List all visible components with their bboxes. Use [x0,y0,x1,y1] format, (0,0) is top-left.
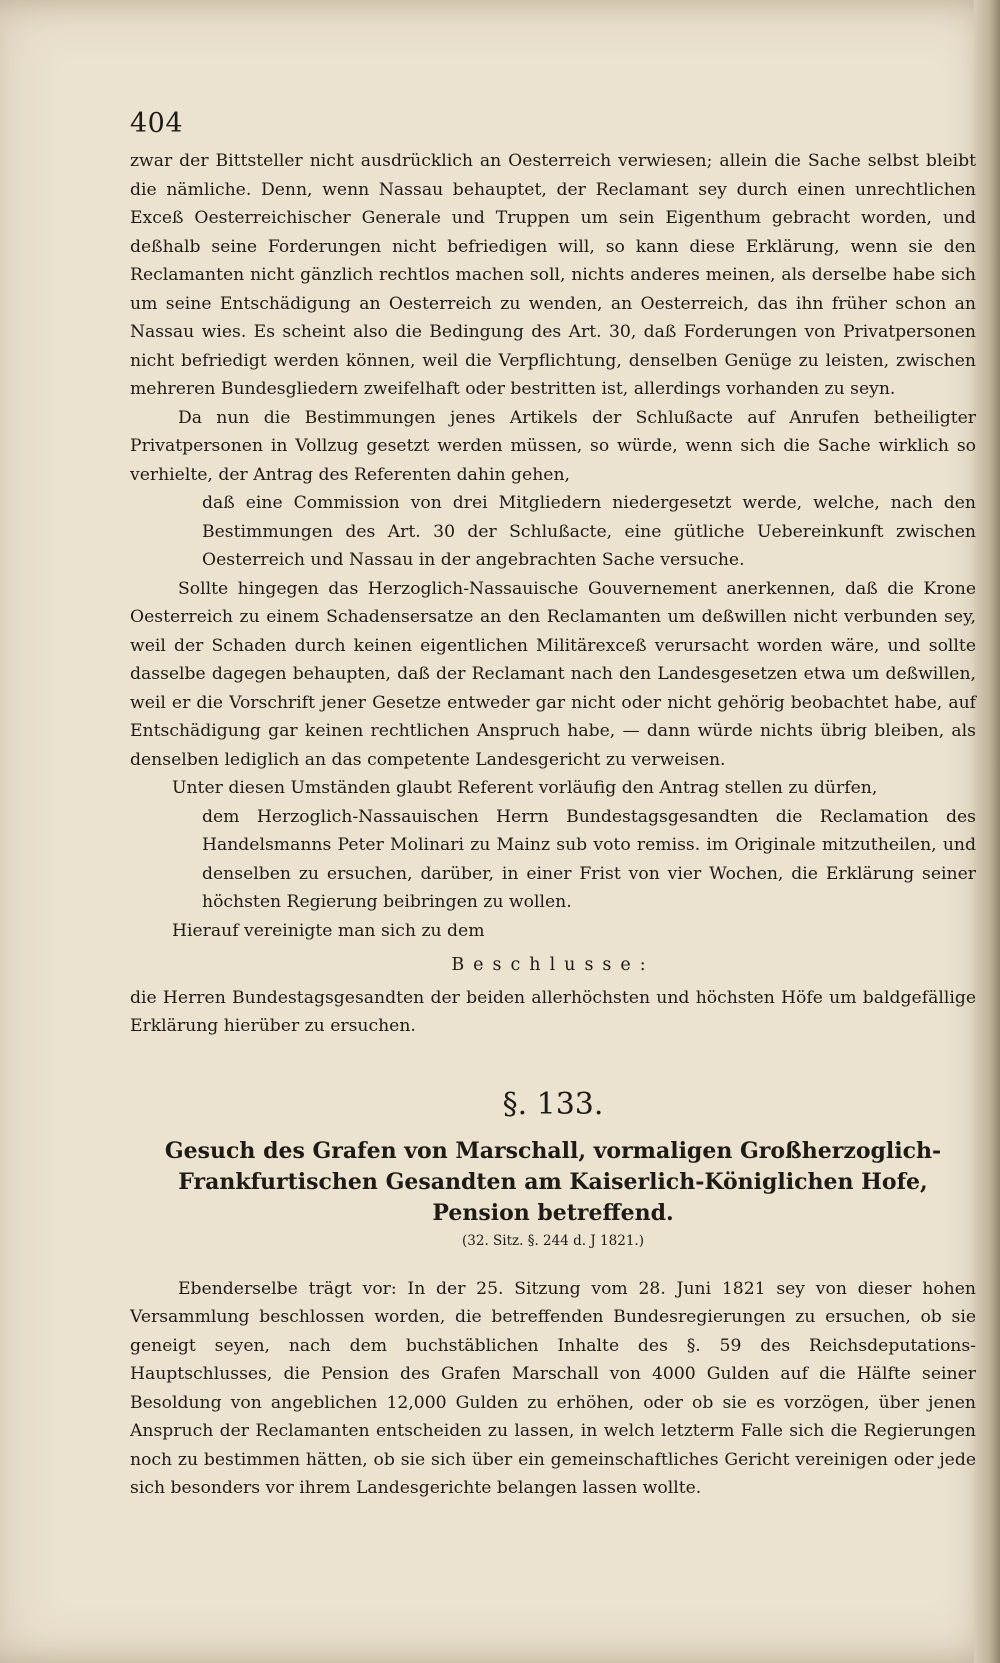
paragraph: Sollte hingegen das Herzoglich-Nassauische Gouvernement anerkennen, daß die Krone Oesterreich zu einem Schadensersatze an den Reclamanten um deßwillen nicht verbunden sey, weil der Schaden durch keinen eigentlichen Militärexceß verursacht worden wäre, und sollte dasselbe dagegen behaupten, daß der Reclamant nach den Landesgesetzen etwa um deßwillen, weil er die Vorschrift jener Gesetze entweder gar nicht oder nicht gehörig beobachtet habe, auf Entschädigung gar keinen rechtlichen Anspruch habe, — dann würde nichts übrig bleiben, als denselben lediglich an das competente Landesgericht zu verweisen. [130,578,976,770]
section-number: §. 133. [502,1086,604,1122]
section-title: Gesuch des Grafen von Marschall, vormaligen Großherzoglich-Frankfurtischen Gesandten am Kaiserlich-Königlichen Hofe, Pension betreffend. [164,1137,942,1226]
paragraph: zwar der Bittsteller nicht ausdrücklich an Oesterreich verwiesen; allein die Sache selbst bleibt die nämliche. Denn, wenn Nassau behauptet, der Reclamant sey durch einen unrechtlichen Exceß Oesterreichischer Generale und Truppen um sein Eigenthum gebracht worden, und deßhalb seine Forderungen nicht befriedigen will, so kann diese Erklärung, wenn sie den Reclamanten nicht gänzlich rechtlos machen soll, nichts anderes meinen, als derselbe habe sich um seine Entschädigung an Oesterreich zu wenden, an Oesterreich, das ihn früher schon an Nassau wies. Es scheint also die Bedingung des Art. 30, daß Forderungen von Privatpersonen nicht befriedigt werden können, weil die Verpflichtung, denselben Genüge zu leisten, zwischen mehreren Bundesgliedern zweifelhaft oder bestritten ist, allerdings vorhanden zu seyn. [130,151,976,399]
paragraph: Da nun die Bestimmungen jenes Artikels der Schlußacte auf Anrufen betheiligter Privatpersonen in Vollzug gesetzt werden müssen, so würde, wenn sich die Sache wirklich so verhielte, der Antrag des Referenten dahin gehen, [130,407,976,485]
indented-proposal: daß eine Commission von drei Mitgliedern niedergesetzt werde, welche, nach den Bestimmungen des Art. 30 der Schlußacte, eine gütliche Uebereinkunft zwischen Oesterreich und Nassau in der angebrachten Sache versuche. [202,493,976,570]
paragraph: Unter diesen Umständen glaubt Referent vorläufig den Antrag stellen zu dürfen, [172,778,878,798]
page-number: 404 [130,108,184,139]
resolution-text: die Herren Bundestagsgesandten der beiden allerhöchsten und höchsten Höfe um baldgefällige Erklärung hierüber zu ersuchen. [130,987,976,1036]
section-reference: (32. Sitz. §. 244 d. J 1821.) [462,1232,644,1249]
section-body: Ebenderselbe trägt vor: In der 25. Sitzung vom 28. Juni 1821 sey von dieser hohen Versammlung beschlossen worden, die betreffenden Bundesregierungen zu ersuchen, ob sie geneigt seyen, nach dem buchstäblichen Inhalte des §. 59 des Reichsdeputations-Hauptschlusses, die Pension des Grafen Marschall von 4000 Gulden auf die Hälfte seiner Besoldung von angeblichen 12,000 Gulden zu erhöhen, oder ob sie es vorzögen, über jenen Anspruch der Reclamanten entscheiden zu lassen, in welch letzterm Falle sich die Regierungen noch zu bestimmen hätten, ob sie sich über ein gemeinschaftliches Gericht vereinigen oder jede sich besonders vor ihrem Landesgerichte belangen lassen wollte. [130,1278,976,1498]
paragraph: Hierauf vereinigte man sich zu dem [172,920,485,941]
page-content [130,108,976,1503]
resolution-heading: Beschlusse: [451,955,655,975]
indented-proposal: dem Herzoglich-Nassauischen Herrn Bundestagsgesandten die Reclamation des Handelsmanns Peter Molinari zu Mainz sub voto remiss. im Originale mitzutheilen, und denselben zu ersuchen, darüber, in einer Frist von vier Wochen, die Erklärung seiner höchsten Regierung beibringen zu wollen. [202,806,976,912]
page-binding-edge [974,0,1000,1663]
